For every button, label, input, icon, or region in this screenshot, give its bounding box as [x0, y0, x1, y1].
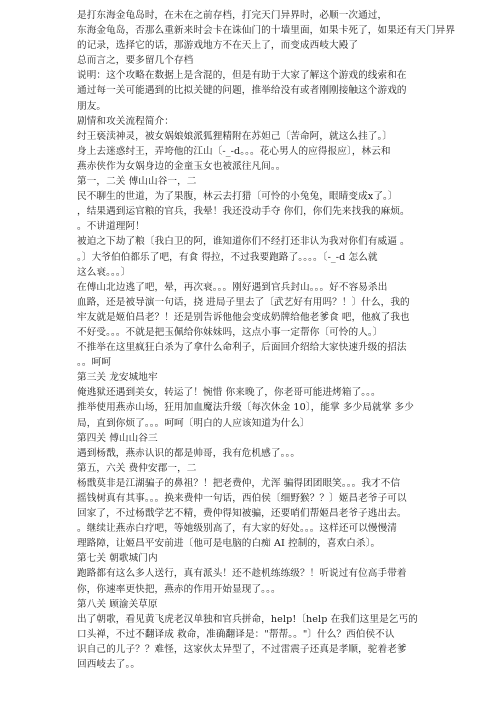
text-line: 在傅山北边逃了吧，晕，再次衰。。。刚好遇到官兵封山。。。好不容易杀出	[77, 281, 388, 293]
text-line: 摇钱树真有其事。。。换来费仲一句话，西伯侯〔细野猴？？〕姬昌老爷子可以	[77, 493, 407, 504]
text-line: 出了朝歌，看见黄飞虎老汉单独和官兵拼命，help!〔help 在我们这里是乞丐的	[77, 613, 418, 625]
text-line: 这么衰。。。〕	[77, 266, 131, 278]
text-line: ，结果遇到运官粮的官兵，我晕！我还没动手夺 你们，你们先来找我的麻烦。	[77, 206, 410, 218]
text-line: 回西岐去了。。	[77, 659, 141, 671]
text-line: 杨戬莫非是江湖骗子的鼻祖？！把老费仲，尤浑 骗得团团眼笑。。。我才不信	[77, 477, 401, 489]
text-line: 的记录，选择它的话，那游戏地方不在天上了，而变成西岐大殿了	[77, 40, 359, 52]
text-line: 东海金龟岛，否那么重新来时会卡在诛仙门的十墙里面，如果卡死了，如果还有天门异界	[77, 25, 456, 37]
text-line: 口头禅，不过不翻译成 救命，准确翻译是："帮帮。。"〕什么？西伯侯不认	[77, 628, 395, 640]
text-line: 是打东海金龟岛时，在未在之前存档，打完天门异界时，必顺一次通过，	[77, 10, 388, 21]
text-line: 遇到杨戬，燕赤认识的都是帅哥，我有危机感了。。。	[77, 447, 301, 459]
text-line: 朋友。	[77, 100, 107, 112]
chapter-heading: 第八关 顾渝关草原	[77, 598, 158, 610]
text-line: 识自己的儿子？？难怪，这家伙太异型了，不过雷震子还真是孝顺，驼着老爹	[77, 643, 407, 655]
chapter-heading: 第五，六关 费仲安郡一，二	[77, 462, 197, 474]
text-line: 不推举在这里疯狂白杀为了拿什么命利子，后面回介绍给大家快速升级的招法	[77, 342, 407, 354]
text-line: 。不讲道理阿！	[77, 221, 145, 233]
text-line: 。。呵呵	[77, 357, 111, 369]
chapter-heading: 第一，二关 傅山山谷一，二	[77, 176, 197, 188]
text-line: 局，直到你烦了。。。呵呵〔明白的人应该知道为什么〕	[77, 417, 310, 429]
section-heading: 剧情和攻关流程简介：	[77, 115, 174, 127]
text-line: 总而言之，要多留几个存档	[77, 55, 194, 67]
text-line: 推举使用燕赤山场，狂用加血魔法升级〔每次休金 10〕，能掌 多少局就掌 多少	[77, 402, 414, 414]
text-line: 说明：这个攻略在数据上是含混的，但是有助于大家了解这个游戏的线索和在	[77, 70, 407, 82]
text-line: 跑路都有这么多人送行，真有派头！还不趁机练练级？！听说过有位高手带着	[77, 568, 407, 580]
text-line: 身上去迷惑纣王，弄垮他的江山〔-_-d。。。花心男人的应得报应〕，林云和	[77, 145, 391, 157]
text-line: 被迫之下劫了粮〔我白卫的阿，谁知道你们不经打还非认为我对你们有威逼 。	[77, 236, 410, 248]
text-line: 俺逃狱还遇到美女，转运了！惋惜 你来晚了，你老哥可能进烤箱了。。。	[77, 387, 381, 399]
text-line: 。〕大爷伯伯都乐了吧，有食 得拉，不过我要跑路了。。。。〔-_-d 怎么就	[77, 251, 378, 263]
text-line: 理路障，让姬昌平安前进〔他可是电脑的白痴 AI 控制的，喜欢白杀〕。	[77, 538, 381, 550]
text-line: 通过每一关可能遇到的比拟关键的问题，推举给没有或者刚刚接触这个游戏的	[77, 85, 407, 97]
chapter-heading: 第三关 龙安城地牢	[77, 372, 158, 384]
document-body	[77, 8, 482, 672]
text-line: 民不聊生的世道，为了果腹，林云去打猎〔可怜的小兔兔，眼睛变成x了。〕	[77, 191, 398, 203]
text-line: 不好受。。。不就是把玉佩给你妹妹吗，这点小事一定帮你〔可怜的人。〕	[77, 326, 383, 338]
text-line: 你，你速率更快把，燕赤的作用开始显现了。。。	[77, 583, 281, 595]
text-line: 血路，还是被导演一句话，挠 进局子里去了〔武艺好有用吗？！〕什么，我的	[77, 296, 410, 308]
text-line: 回家了，不过杨戬学艺不精，费仲得知被骗，还要哨们帮姬昌老爷子逃出去。	[77, 508, 407, 520]
chapter-heading: 第四关 傅山山谷三	[77, 432, 158, 444]
chapter-heading: 第七关 朝歌城门内	[77, 553, 158, 565]
text-line: 。继续让燕赤白疗吧，等她级别高了，有大家的好处。。。这样还可以慢慢清	[77, 523, 397, 535]
text-line: 燕赤侠作为女娲身边的金童玉女也被派往凡间。。	[77, 160, 286, 172]
text-line: 纣王亵渎神灵，被女娲娘娘派狐狸精附在苏妲己〔苦命阿，就这么挂了。〕	[77, 130, 393, 142]
text-line: 牢友就是姬伯昌老？！还是别告诉他他会变成奶牌给他老爹食 吧，他疯了我也	[77, 311, 410, 323]
